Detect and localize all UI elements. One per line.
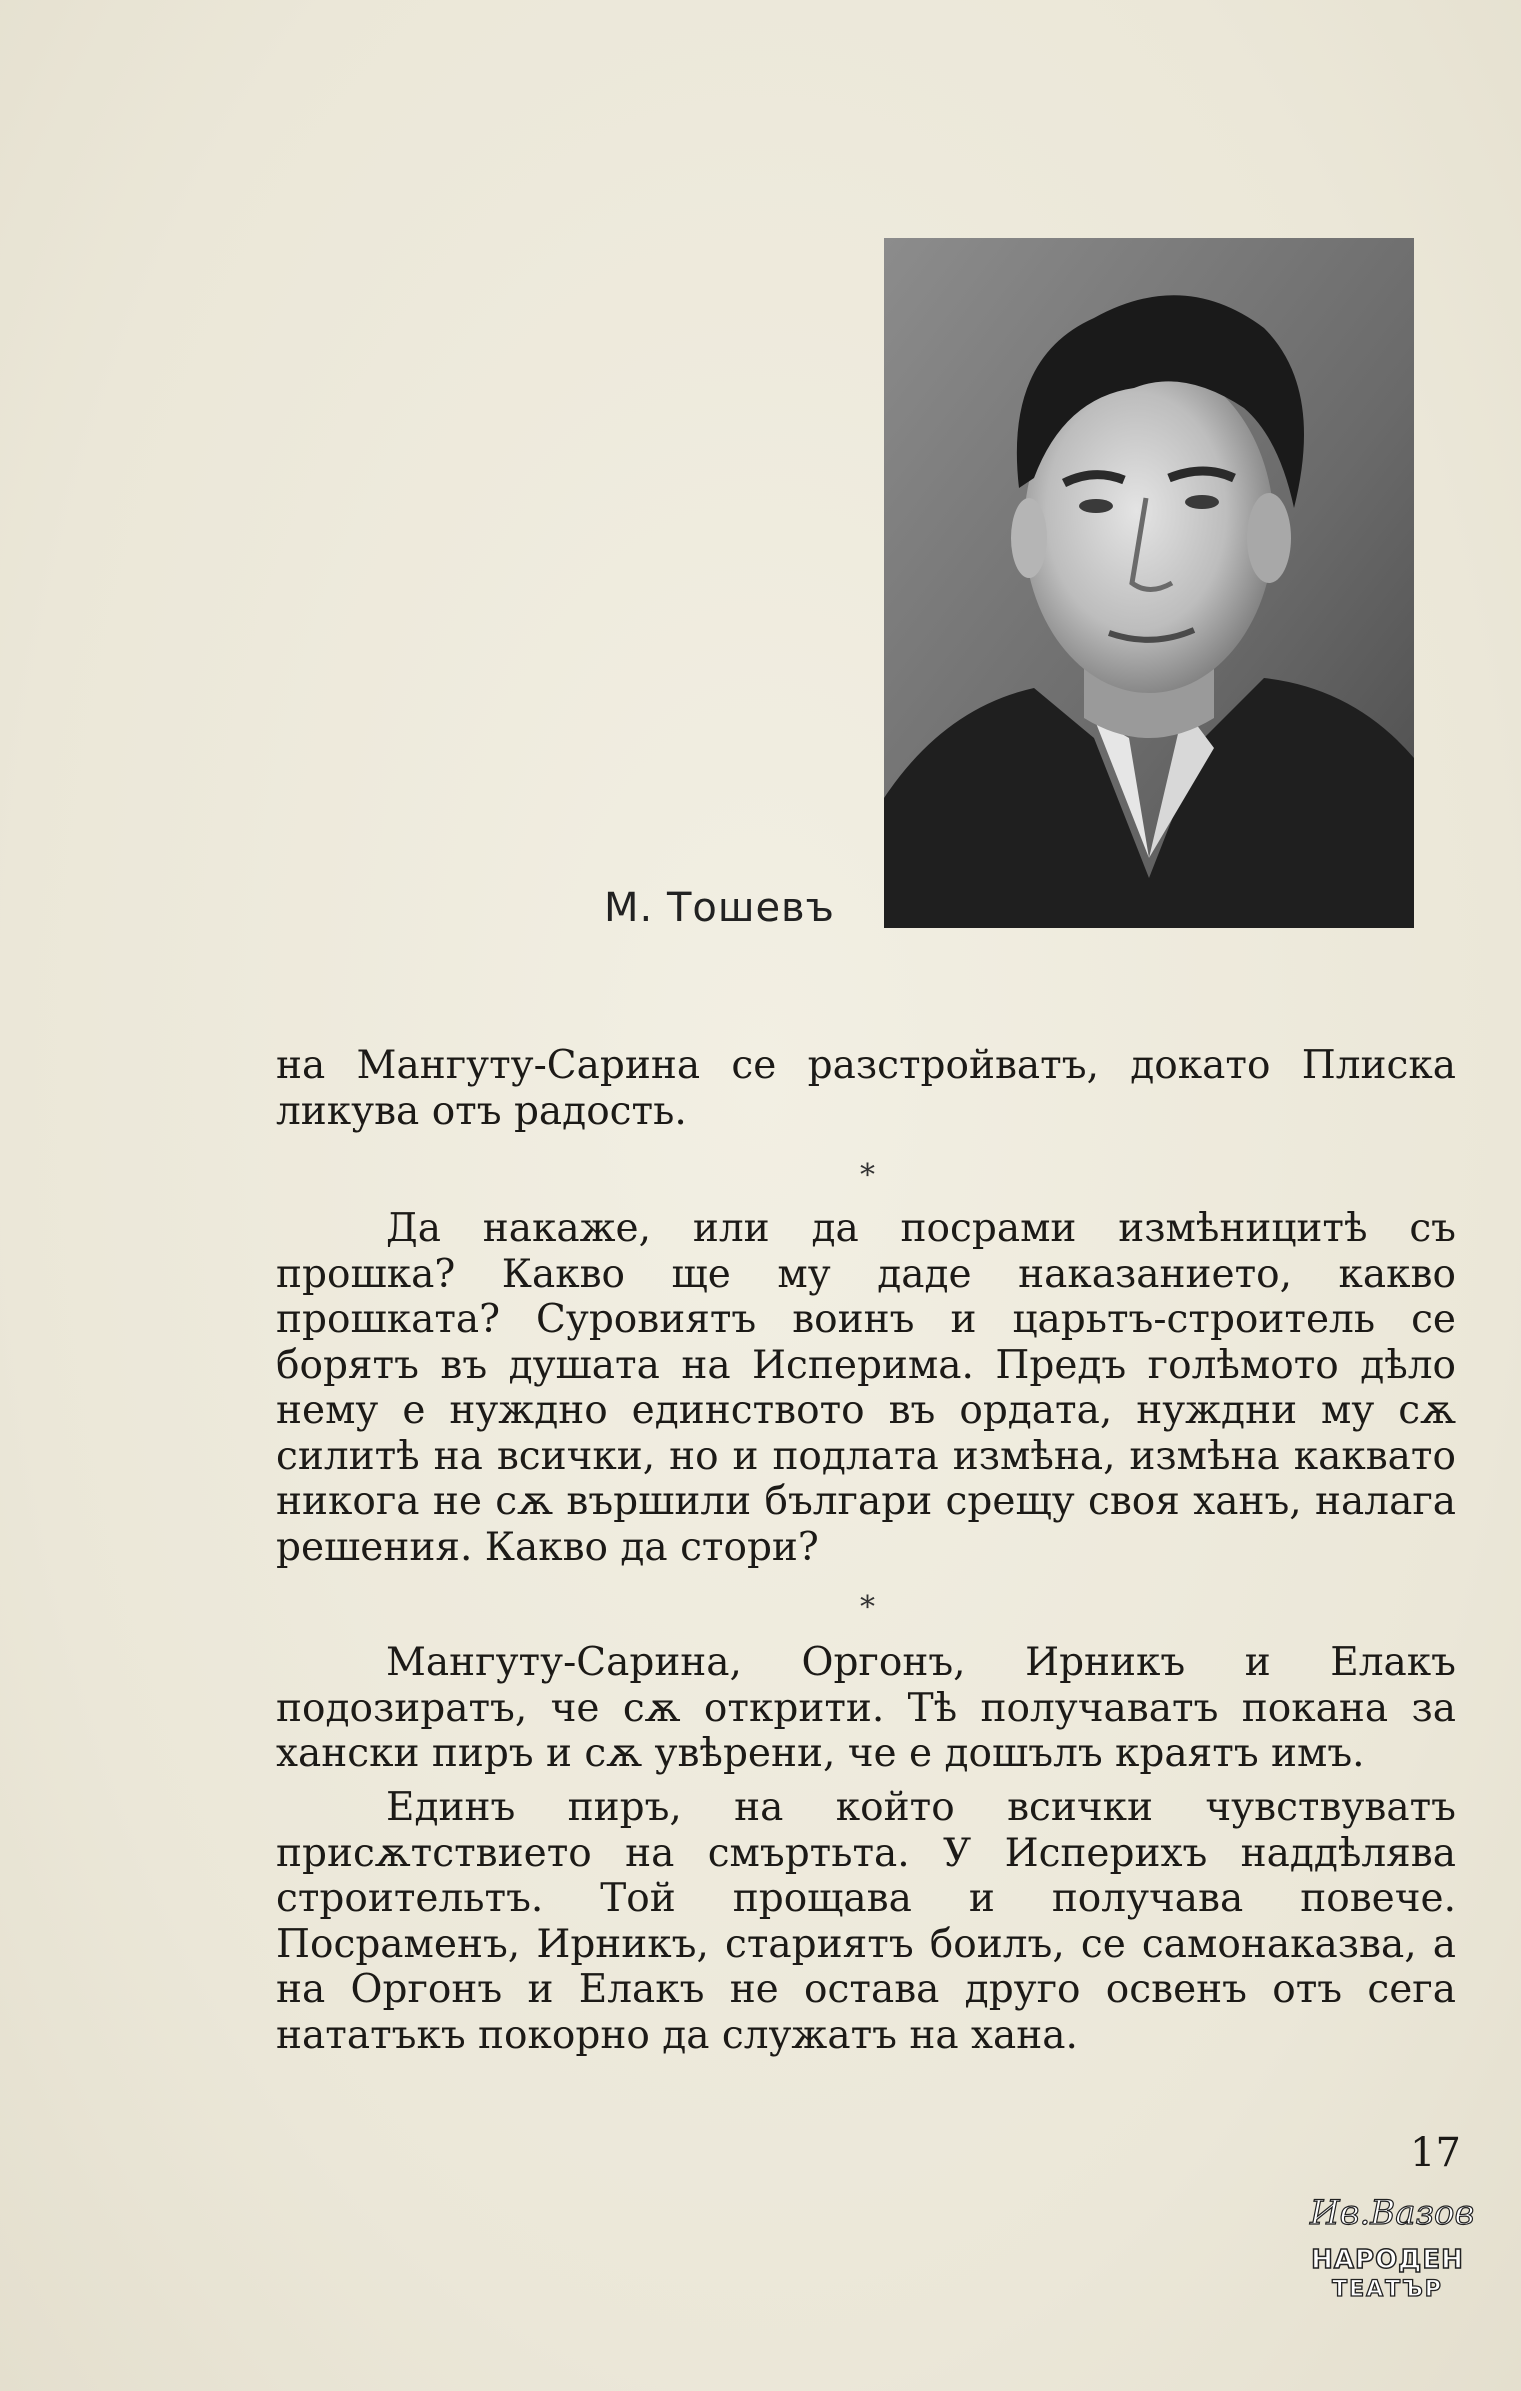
- national-theatre-logo: [1300, 2185, 1475, 2305]
- paragraph-2: [276, 1206, 1456, 1570]
- page-number: 17: [1410, 2130, 1461, 2176]
- paragraph-4: [276, 1785, 1456, 2058]
- separator-asterisk-1: *: [860, 1158, 875, 1193]
- paragraph-3: [276, 1640, 1456, 1777]
- paragraph-3-text: Мангуту-Сарина, Оргонъ, Ирникъ и Елакъ подозиратъ, че сѫ открити. Тѣ получаватъ покана за хански пиръ и сѫ увѣрени, че е дошълъ краятъ имъ.: [276, 1640, 1456, 1776]
- paragraph-4-text: Единъ пиръ, на който всички чувствуватъ присѫтствието на смъртьта. У Исперихъ наддѣлява строительтъ. Той прощава и получава повече. Посраменъ, Ирникъ, стариятъ боилъ, се самонаказва, а на Оргонъ и Елакъ не остава друго освенъ отъ сега нататъкъ покорно да служатъ на хана.: [276, 1785, 1456, 2058]
- separator-asterisk-2: *: [860, 1590, 875, 1625]
- paragraph-1-text: на Мангуту-Сарина се разстройватъ, докато Плиска ликува отъ радость.: [276, 1043, 1456, 1134]
- logo-line-1: НАРОДЕН: [1311, 2245, 1464, 2275]
- portrait-photo: [884, 238, 1414, 928]
- logo-line-2: ТЕАТЪР: [1332, 2277, 1443, 2302]
- logo-signature: Ив.Вазов: [1310, 2193, 1475, 2233]
- paragraph-2-text: Да накаже, или да посрами измѣницитѣ съ прошка? Какво ще му даде наказанието, какво прошката? Суровиятъ воинъ и царьтъ-строитель се борятъ въ душата на Исперима. Предъ голѣмото дѣло нему е нуждно единството въ ордата, нуждни му сѫ силитѣ на всички, но и подлата измѣна, измѣна каквато никога не сѫ вършили българи срещу своя ханъ, налага решения. Какво да стори?: [276, 1206, 1456, 1570]
- photo-caption: М. Тошевъ: [604, 885, 835, 931]
- paragraph-1: [276, 1043, 1456, 1134]
